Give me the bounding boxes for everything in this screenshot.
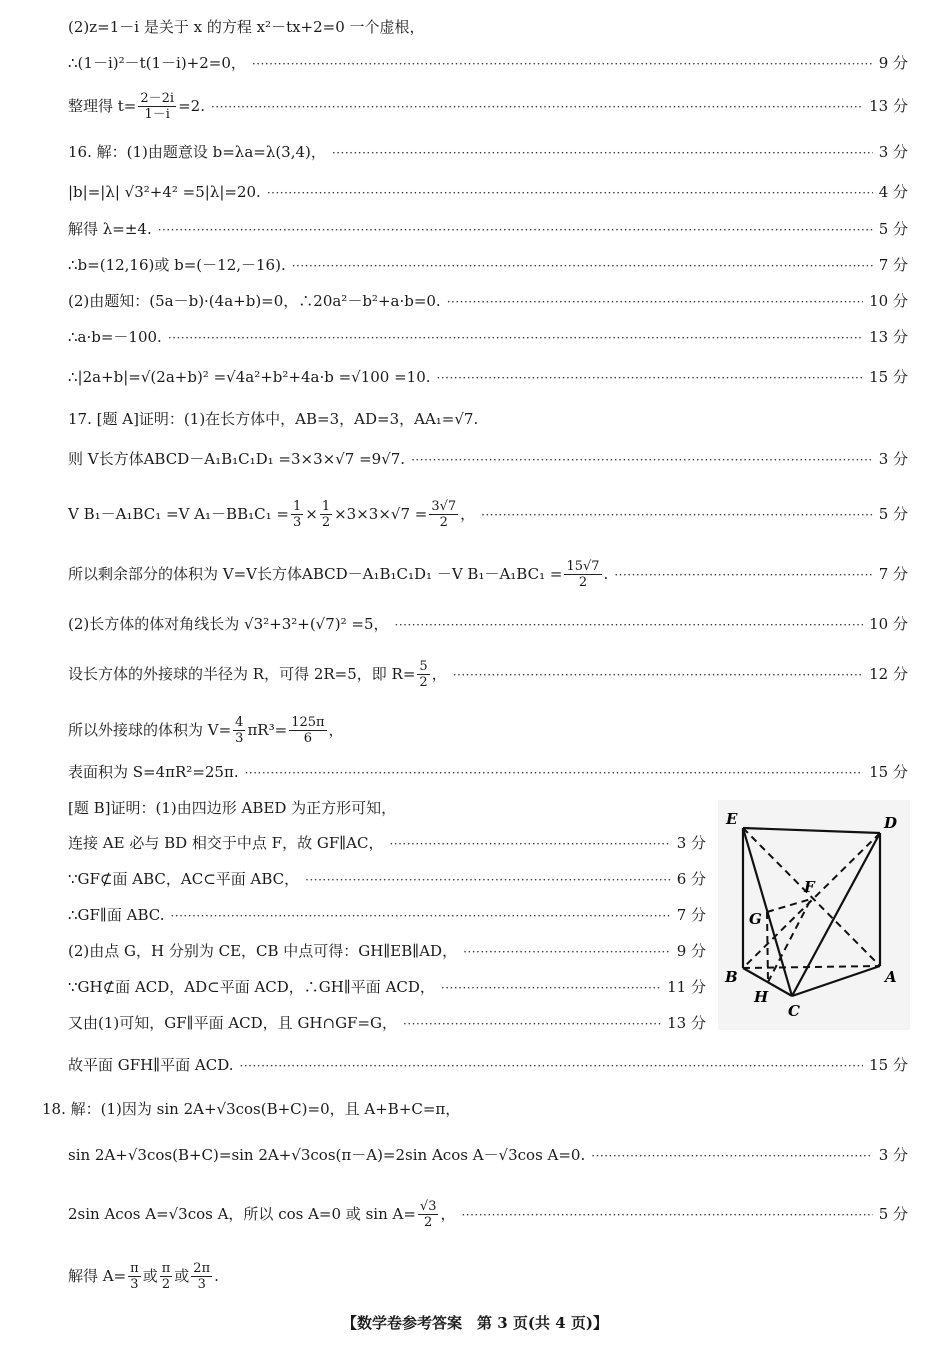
leader-dots (389, 838, 670, 850)
score: 13 分 (667, 1014, 706, 1032)
fraction (160, 1262, 173, 1291)
line-sphere-volume (68, 716, 908, 745)
numerator: 5 (419, 659, 428, 674)
line-gf-ac (68, 836, 706, 851)
score: 5 分 (878, 505, 908, 523)
denominator: 2 (321, 515, 331, 530)
leader-dots (614, 569, 872, 581)
score: 5 分 (878, 1205, 908, 1223)
line-text: =2. (178, 97, 205, 115)
line-diagonal (68, 617, 908, 632)
label-E: E (726, 810, 738, 828)
line-text: (2)由题知：(5a－b)·(4a+b)=0，∴20a²－b²+a·b=0. (68, 292, 441, 310)
denominator: 2 (424, 1215, 433, 1230)
leader-dots (168, 332, 863, 344)
score: 12 分 (869, 665, 908, 683)
denominator: 3 (235, 731, 244, 746)
fraction (233, 716, 245, 745)
line-text: 设长方体的外接球的半径为 R，可得 2R=5，即 R= (68, 665, 416, 683)
line-intersect (68, 1016, 706, 1031)
score: 6 分 (676, 870, 706, 888)
line-radius (68, 660, 908, 689)
line-2a-b (68, 370, 908, 385)
line-text: |b|=|λ| √3²+4² =5|λ|=20. (68, 183, 261, 201)
line-text: 17. [题 A]证明：(1)在长方体中，AB=3，AD=3，AA₁=√7. (68, 410, 479, 428)
score: 7 分 (878, 565, 908, 583)
line-text: 或 (142, 1267, 158, 1285)
score: 13 分 (869, 328, 908, 346)
line-text: ∵GH⊄面 ACD，AD⊂平面 ACD，∴GH∥平面 ACD， (68, 978, 435, 996)
line-text: ∴GF∥面 ABC. (68, 906, 165, 924)
line-text: 所以剩余部分的体积为 V=V长方体ABCD－A₁B₁C₁D₁ －V B₁－A₁BC₁ = (68, 565, 563, 583)
line-solve-A (68, 1262, 908, 1291)
line-text: 所以外接球的体积为 V= (68, 721, 232, 739)
denominator: 6 (303, 731, 312, 746)
line-trig-expand (68, 1148, 908, 1163)
fraction (291, 500, 303, 529)
line-text: ∴(1－i)²－t(1－i)+2=0， (68, 54, 246, 72)
leader-dots (305, 874, 671, 886)
line-gh-midpoints (68, 944, 706, 959)
line-volume-box (68, 452, 908, 467)
label-F: F (804, 878, 815, 896)
line-text: 解得 A= (68, 1267, 127, 1285)
score: 3 分 (878, 1146, 908, 1164)
line-b-values (68, 258, 908, 273)
line-text: 则 V长方体ABCD－A₁B₁C₁D₁ =3×3×√7 =9√7. (68, 450, 406, 468)
line-text: (2)长方体的体对角线长为 √3²+3²+(√7)² =5， (68, 615, 389, 633)
label-H: H (754, 988, 769, 1006)
fraction (289, 716, 326, 745)
leader-dots (240, 1060, 864, 1072)
leader-dots (395, 619, 864, 631)
line-solve-t (68, 92, 908, 121)
numerator: 1 (292, 499, 302, 514)
line-pyramid-volume (68, 500, 908, 529)
label-B: B (725, 968, 738, 986)
line-text: × (305, 505, 318, 523)
numerator: 4 (235, 715, 244, 730)
leader-dots (591, 1150, 872, 1162)
line-text: 连接 AE 必与 BD 相交于中点 F，故 GF∥AC， (68, 834, 384, 852)
leader-dots (447, 296, 863, 308)
line-b-magnitude (68, 185, 908, 200)
denominator: 3 (292, 515, 302, 530)
numerator: π (161, 1261, 171, 1276)
line-text: 又由(1)可知，GF∥平面 ACD，且 GH∩GF=G， (68, 1014, 398, 1032)
leader-dots (158, 224, 873, 236)
line-perp (68, 294, 908, 309)
leader-dots (463, 946, 671, 958)
line-text: ∴|2a+b|=√(2a+b)² =√4a²+b²+4a·b =√100 =10. (68, 368, 431, 386)
page-footer: 【数学卷参考答案 第 3 页(共 4 页)】 (342, 1314, 608, 1332)
numerator: 125π (291, 715, 325, 730)
line-text: 16. 解：(1)由题意设 b=λa=λ(3,4)， (68, 143, 326, 161)
label-C: C (788, 1002, 800, 1020)
score: 9 分 (878, 54, 908, 72)
score: 10 分 (869, 615, 908, 633)
line-lambda (68, 222, 908, 237)
score: 3 分 (878, 143, 908, 161)
numerator: √3 (419, 1199, 437, 1214)
line-substitute (68, 56, 908, 71)
numerator: 1 (321, 499, 331, 514)
score: 7 分 (676, 906, 706, 924)
fraction (418, 1200, 439, 1229)
score: 5 分 (878, 220, 908, 238)
numerator: 2π (193, 1261, 211, 1276)
numerator: 2－2i (140, 91, 175, 106)
line-cos-sin (68, 1200, 908, 1229)
fraction (138, 92, 176, 121)
score: 13 分 (869, 97, 908, 115)
line-text: 或 (174, 1267, 190, 1285)
q18-heading (42, 1102, 908, 1117)
figure-background (718, 800, 910, 1030)
leader-dots (170, 910, 670, 922)
line-text: ， (460, 505, 476, 523)
score: 15 分 (869, 368, 908, 386)
line-gh-parallel (68, 980, 706, 995)
denominator: 2 (419, 675, 428, 690)
score: 3 分 (676, 834, 706, 852)
score: 9 分 (676, 942, 706, 960)
denominator: 1－i (144, 107, 170, 122)
denominator: 3 (197, 1277, 206, 1292)
score: 4 分 (878, 183, 908, 201)
leader-dots (453, 669, 863, 681)
line-text: 18. 解：(1)因为 sin 2A+√3cos(B+C)=0，且 A+B+C=π， (42, 1100, 461, 1118)
score: 15 分 (869, 763, 908, 781)
line-text: 整理得 t= (68, 97, 137, 115)
line-text: ∴b=(12,16)或 b=(－12,－16). (68, 256, 286, 274)
line-ab (68, 330, 908, 345)
line-text: (2)z=1－i 是关于 x 的方程 x²－tx+2=0 一个虚根， (68, 18, 425, 36)
line-conclusion (68, 1058, 908, 1073)
leader-dots (267, 187, 873, 199)
numerator: 15√7 (566, 559, 600, 574)
line-z-root (68, 20, 908, 35)
line-text: (2)由点 G，H 分别为 CE，CB 中点可得：GH∥EB∥AD， (68, 942, 458, 960)
fraction (191, 1262, 212, 1291)
numerator: π (130, 1261, 139, 1276)
line-gf-parallel (68, 908, 706, 923)
leader-dots (403, 1018, 661, 1030)
score: 10 分 (869, 292, 908, 310)
leader-dots (245, 767, 864, 779)
leader-dots (211, 101, 863, 113)
q17b-heading (68, 801, 708, 816)
leader-dots (437, 372, 864, 384)
fraction (417, 660, 429, 689)
line-text: . (603, 565, 609, 583)
leader-dots (411, 454, 873, 466)
line-text: 表面积为 S=4πR²=25π. (68, 763, 239, 781)
line-text: ∵GF⊄面 ABC，AC⊂平面 ABC， (68, 870, 300, 888)
line-text: πR³= (247, 721, 288, 739)
line-text: . (214, 1267, 219, 1285)
fraction (320, 500, 332, 529)
line-gf-not-in-plane (68, 872, 706, 887)
fraction (564, 560, 601, 589)
line-remaining-volume (68, 560, 908, 589)
leader-dots (461, 1209, 872, 1221)
score: 11 分 (667, 978, 706, 996)
leader-dots (292, 260, 873, 272)
q17-heading (68, 412, 908, 427)
score: 15 分 (869, 1056, 908, 1074)
denominator: 2 (439, 515, 448, 530)
leader-dots (481, 509, 873, 521)
line-text: 解得 λ=±4. (68, 220, 152, 238)
q16-heading (68, 145, 908, 160)
label-G: G (749, 910, 762, 928)
line-text: ， (431, 665, 447, 683)
fraction (429, 500, 458, 529)
line-text: ∴a·b=－100. (68, 328, 162, 346)
denominator: 2 (161, 1277, 171, 1292)
score: 7 分 (878, 256, 908, 274)
leader-dots (252, 58, 873, 70)
line-surface-area (68, 765, 908, 780)
line-text: 2sin Acos A=√3cos A，所以 cos A=0 或 sin A= (68, 1205, 416, 1223)
line-text: sin 2A+√3cos(B+C)=sin 2A+√3cos(π－A)=2sin Acos A－√3cos A=0. (68, 1146, 586, 1164)
line-text: [题 B]证明：(1)由四边形 ABED 为正方形可知， (68, 799, 397, 817)
denominator: 3 (130, 1277, 139, 1292)
line-text: ×3×3×√7 = (334, 505, 428, 523)
line-text: ， (440, 1205, 456, 1223)
denominator: 2 (578, 575, 588, 590)
line-text: ， (328, 721, 344, 739)
line-text: 故平面 GFH∥平面 ACD. (68, 1056, 234, 1074)
score: 3 分 (878, 450, 908, 468)
numerator: 3√7 (431, 499, 457, 514)
line-text: V B₁－A₁BC₁ =V A₁－BB₁C₁ = (68, 505, 289, 523)
label-A: A (885, 968, 897, 986)
label-D: D (884, 814, 898, 832)
geometry-figure (718, 800, 910, 1030)
leader-dots (441, 982, 661, 994)
leader-dots (332, 147, 873, 159)
fraction (128, 1262, 141, 1291)
